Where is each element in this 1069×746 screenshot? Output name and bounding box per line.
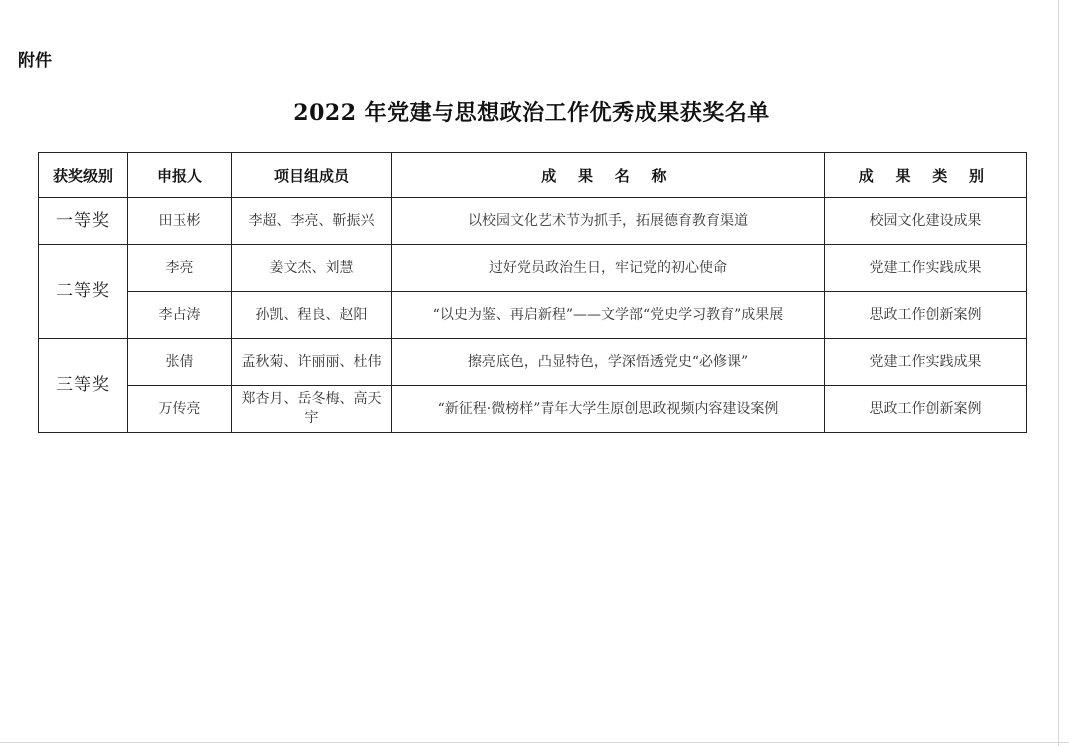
attachment-label: 附件 [18,51,52,71]
table-header [39,153,1027,198]
members-cell: 姜文杰、刘慧 [232,245,392,292]
category-cell: 思政工作创新案例 [825,292,1027,339]
table-body [39,198,1027,433]
category-cell: 党建工作实践成果 [825,245,1027,292]
table-row [39,198,1027,245]
page-edge-bottom [0,742,1069,743]
award-level-third: 三等奖 [39,339,128,433]
category-cell: 党建工作实践成果 [825,339,1027,386]
achievement-cell: 过好党员政治生日，牢记党的初心使命 [392,245,825,292]
table-row [39,292,1027,339]
awards-table [38,152,1027,433]
header-row [39,153,1027,198]
applicant-cell: 李占涛 [128,292,232,339]
header-achievement-category: 成 果 类 别 [825,153,1027,198]
award-level-first: 一等奖 [39,198,128,245]
header-applicant: 申报人 [128,153,232,198]
applicant-cell: 张倩 [128,339,232,386]
members-cell: 郑杏月、岳冬梅、高天宇 [232,386,392,433]
table-row [39,245,1027,292]
achievement-cell: “以史为鉴、再启新程”——文学部“党史学习教育”成果展 [392,292,825,339]
achievement-cell: 以校园文化艺术节为抓手，拓展德育教育渠道 [392,198,825,245]
header-award-level: 获奖级别 [39,153,128,198]
members-cell: 孟秋菊、许丽丽、杜伟 [232,339,392,386]
table-row [39,339,1027,386]
applicant-cell: 李亮 [128,245,232,292]
header-achievement-name: 成 果 名 称 [392,153,825,198]
category-cell: 思政工作创新案例 [825,386,1027,433]
members-cell: 孙凯、程良、赵阳 [232,292,392,339]
applicant-cell: 田玉彬 [128,198,232,245]
page-title: 2022 年党建与思想政治工作优秀成果获奖名单 [293,100,770,126]
award-level-second: 二等奖 [39,245,128,339]
category-cell: 校园文化建设成果 [825,198,1027,245]
achievement-cell: “新征程·微榜样”青年大学生原创思政视频内容建设案例 [392,386,825,433]
applicant-cell: 万传亮 [128,386,232,433]
table-row [39,386,1027,433]
header-team-members: 项目组成员 [232,153,392,198]
achievement-cell: 擦亮底色，凸显特色，学深悟透党史“必修课” [392,339,825,386]
members-cell: 李超、李亮、靳振兴 [232,198,392,245]
